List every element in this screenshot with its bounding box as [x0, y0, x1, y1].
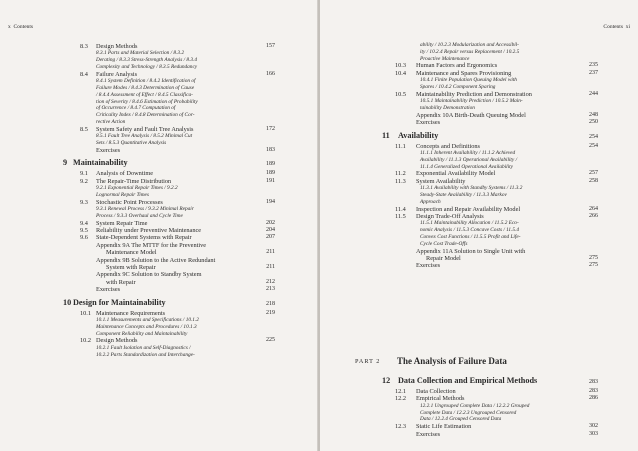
section-title: Analysis of Downtime	[96, 170, 154, 178]
subsection-list: Lognormal Repair Times	[96, 191, 149, 198]
subsection-list: Component Reliability and Maintainability	[96, 330, 188, 337]
page-number: 264	[589, 205, 598, 212]
subsection-list: 9.3.1 Renewal Process / 9.3.2 Minimal Repair	[96, 206, 194, 212]
page-number: 194	[266, 198, 275, 205]
section-title: Design Trade-Off Analysis	[416, 213, 484, 220]
section-number: 8.4	[80, 70, 88, 78]
section-title: Failure Analysis	[96, 70, 138, 78]
page-number: 254	[589, 142, 598, 149]
subsection-list: 11.1.4 Generalized Operational Availability	[420, 163, 513, 170]
section-number: 11.1	[395, 142, 406, 150]
entry-title: Exercises	[96, 146, 121, 154]
right-header-title: Contents	[603, 24, 623, 30]
page-number: 211	[266, 249, 275, 256]
page-number: 275	[589, 262, 598, 269]
section-number: 10.5	[395, 90, 407, 98]
page-number: 283	[589, 388, 598, 394]
section-title: Design Methods	[96, 337, 138, 345]
chapter-title: Design for Maintainability	[73, 297, 166, 307]
subsection-list: Data / 12.2.4 Grouped Censored Data	[420, 416, 502, 423]
subsection-list: tion of Severity / 8.4.6 Estimation of Probability	[96, 98, 198, 105]
page-number: 204	[266, 227, 275, 233]
section-number: 10.4	[395, 69, 407, 77]
section-title: Exponential Availability Model	[416, 170, 496, 178]
right-page-number: xi	[625, 24, 630, 30]
subsection-list: 8.4.1 System Definition / 8.4.2 Identification of	[96, 78, 196, 85]
section-number: 8.5	[80, 125, 88, 133]
subsection-list: / 8.4.4 Assessment of Effect / 8.4.5 Classifica-	[96, 91, 193, 98]
subsection-list: Availability / 11.1.3 Operational Availability /	[420, 156, 518, 163]
subsection-list: 8.3.1 Parts and Material Selection / 8.3.2	[96, 50, 184, 57]
subsection-list: nomic Analysis / 11.5.3 Concave Costs / 11.5.4	[420, 227, 520, 234]
page-number: 219	[266, 309, 275, 316]
page-number: 191	[266, 177, 275, 184]
section-number: 9.6	[80, 234, 88, 242]
left-header-title: Contents	[13, 24, 34, 30]
right-page	[320, 0, 638, 451]
section-title: Maintenance Requirements	[96, 309, 166, 317]
section-title: Concepts and Definitions	[416, 142, 481, 150]
page-number: 189	[266, 161, 275, 168]
page-number: 302	[589, 423, 598, 430]
section-title: State-Dependent Systems with Repair	[96, 234, 192, 242]
subsection-list: 10.2.1 Fault Isolation and Self-Diagnostics /	[96, 344, 191, 351]
subsection-list: ity / 10.2.4 Repair versus Replacement / 10.2.5	[420, 48, 520, 55]
left-page-number: x	[8, 24, 11, 30]
page-number: 250	[589, 119, 598, 126]
subsection-list: 11.1.1 Inherent Availability / 11.1.2 Achieved	[420, 150, 516, 156]
entry-title-continued: Maintenance Model	[106, 249, 157, 257]
page-number: 254	[589, 133, 598, 140]
section-title: Inspection and Repair Availability Model	[416, 205, 521, 213]
section-title: System Repair Time	[96, 219, 148, 227]
subsection-list: 8.5.1 Fault Tree Analysis / 8.5.2 Minimal Cut	[96, 133, 193, 140]
subsection-list: Sets / 8.5.3 Quantitative Analysis	[96, 140, 167, 146]
section-title: Empirical Methods	[416, 395, 465, 403]
subsection-list: ability / 10.2.3 Modularization and Accessibil-	[420, 42, 519, 48]
entry-title: Appendix 9B Solution to the Active Redundant	[96, 256, 216, 264]
section-number: 9.4	[80, 219, 88, 227]
page-number: 172	[266, 125, 275, 132]
subsection-list: Convex Cost Functions / 11.5.5 Profit and Life-	[420, 234, 521, 240]
subsection-list: tainability Demonstration	[420, 105, 475, 111]
entry-title: Exercises	[416, 430, 441, 438]
subsection-list: 10.1.1 Measurements and Specifications / 10.1.2	[96, 317, 199, 323]
page-number: 218	[266, 300, 275, 307]
subsection-list: 11.3.1 Availability with Standby Systems / 11.3.2	[420, 185, 523, 192]
page-number: 213	[266, 286, 275, 293]
subsection-list: Process / 9.3.3 Overhaul and Cycle Time	[96, 212, 183, 219]
subsection-list: of Occurrence / 8.4.7 Computation of	[96, 105, 176, 112]
entry-title-continued: Repair Model	[426, 255, 461, 262]
section-number: 9.1	[80, 170, 88, 178]
section-number: 9.2	[80, 177, 88, 185]
right-page-header	[603, 24, 630, 30]
section-number: 9.5	[80, 227, 88, 234]
section-number: 10.3	[395, 62, 407, 70]
section-number: 8.3	[80, 43, 88, 50]
subsection-list: Failure Modes / 8.4.3 Determination of Cause	[96, 85, 195, 91]
entry-title: Appendix 9C Solution to Standby System	[96, 271, 202, 279]
chapter-number: 9	[63, 158, 68, 168]
subsection-list: 10.4.1 Finite Population Queuing Model with	[420, 77, 517, 84]
chapter-number: 12	[382, 376, 391, 385]
subsection-list: Steady-State Availability / 11.3.3 Markov	[420, 192, 507, 198]
subsection-list: Proactive Maintenance	[420, 55, 470, 62]
section-number: 11.5	[395, 213, 406, 220]
entry-title: Appendix 10A Birth-Death Queuing Model	[416, 111, 526, 119]
section-title: Human Factors and Ergonomics	[416, 62, 498, 70]
section-number: 9.3	[80, 198, 88, 206]
subsection-list: 11.5.1 Maintainability Allocation / 11.5.2 Eco-	[420, 220, 519, 227]
left-page-header	[8, 24, 33, 30]
page-number: 166	[266, 70, 275, 77]
section-title: System Availability	[416, 177, 466, 185]
subsection-list: rective Action	[96, 119, 126, 125]
part-label: PART 2	[355, 358, 381, 365]
page-number: 258	[589, 177, 598, 184]
section-number: 12.3	[395, 423, 407, 431]
entry-title-continued: System with Repair	[106, 264, 156, 271]
subsection-list: Criticality Index / 8.4.8 Determination of Cor-	[96, 112, 195, 119]
section-title: Maintenance and Spares Provisioning	[416, 69, 512, 77]
section-title: Static Life Estimation	[416, 423, 472, 431]
section-number: 11.3	[395, 177, 406, 185]
entry-title: Exercises	[96, 286, 121, 294]
page-number: 202	[266, 219, 275, 226]
page-number: 225	[266, 337, 275, 344]
subsection-list: 10.5.1 Maintainability Prediction / 10.5.2 Main-	[420, 98, 523, 105]
page-number: 303	[589, 430, 598, 437]
page-number: 244	[589, 90, 598, 97]
left-page	[0, 0, 318, 451]
chapter-number: 10	[63, 297, 72, 307]
page-number: 286	[589, 395, 598, 402]
subsection-list: Spares / 10.4.2 Component Sparing	[420, 84, 496, 90]
chapter-title: Maintainability	[73, 158, 128, 168]
subsection-list: Complexity and Technology / 8.3.5 Redundancy	[96, 64, 198, 70]
section-title: The Repair-Time Distribution	[96, 177, 172, 185]
section-number: 12.1	[395, 388, 407, 395]
chapter-number: 11	[382, 130, 390, 140]
subsection-list: Approach	[420, 198, 441, 205]
page-number: 157	[266, 43, 275, 49]
section-number: 11.4	[395, 205, 406, 213]
entry-title: Appendix 9A The MTTF for the Preventive	[96, 241, 207, 249]
section-title: Stochastic Point Processes	[96, 198, 163, 206]
entry-title-continued: with Repair	[106, 278, 136, 286]
page-number: 266	[589, 213, 598, 219]
page-number: 183	[266, 146, 275, 153]
subsection-list: Maintenance Concepts and Procedures / 10.1.3	[96, 323, 197, 330]
part-title: The Analysis of Failure Data	[397, 356, 507, 366]
page-number: 283	[589, 379, 598, 385]
section-title: Data Collection	[416, 388, 456, 395]
page-number: 257	[589, 170, 598, 177]
page-number: 207	[266, 234, 275, 241]
section-title: Design Methods	[96, 43, 138, 50]
subsection-list: 12.2.1 Ungrouped Complete Data / 12.2.2 Grouped	[420, 402, 530, 409]
subsection-list: 9.2.1 Exponential Repair Times / 9.2.2	[96, 185, 178, 191]
section-number: 10.2	[80, 337, 92, 345]
subsection-list: 10.2.2 Parts Standardization and Interchange-	[96, 351, 195, 358]
section-title: System Safety and Fault Tree Analysis	[96, 125, 194, 133]
entry-title: Exercises	[416, 262, 441, 270]
page-number: 237	[589, 69, 598, 76]
page-number: 211	[266, 264, 275, 270]
section-number: 11.2	[395, 170, 406, 178]
subsection-list: Cycle Cost Trade-Offs	[420, 240, 468, 247]
section-title: Reliability under Preventive Maintenance	[96, 227, 202, 234]
chapter-title: Data Collection and Empirical Methods	[398, 376, 538, 385]
page-number: 212	[266, 278, 275, 285]
section-title: Maintainability Prediction and Demonstration	[416, 90, 532, 98]
page-number: 189	[266, 170, 275, 177]
entry-title: Exercises	[416, 119, 441, 127]
subsection-list: Complete Data / 12.2.3 Ungrouped Censored	[420, 409, 517, 416]
page-number: 248	[589, 111, 598, 118]
chapter-title: Availability	[398, 130, 439, 140]
section-number: 10.1	[80, 309, 92, 317]
page-number: 275	[589, 255, 598, 261]
section-number: 12.2	[395, 395, 407, 403]
entry-title: Appendix 11A Solution to Single Unit with	[416, 247, 526, 255]
page-number: 235	[589, 62, 598, 69]
subsection-list: Derating / 8.3.3 Stress-Strength Analysis / 8.3.4	[96, 57, 198, 64]
